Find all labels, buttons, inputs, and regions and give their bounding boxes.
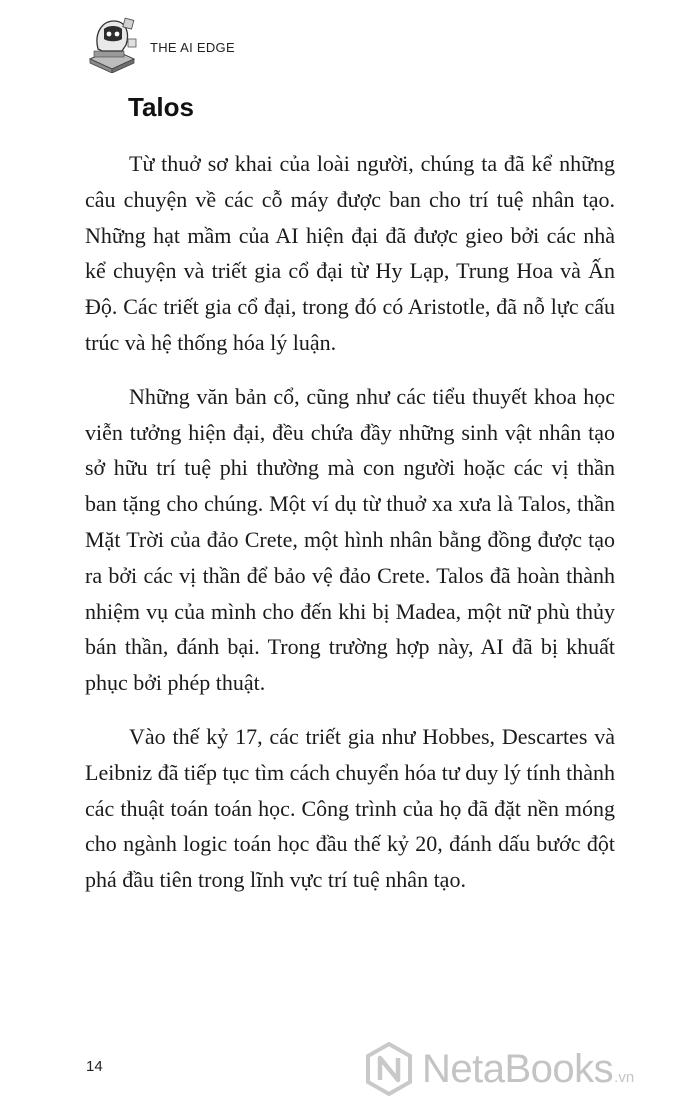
watermark — [366, 1042, 634, 1096]
section-title: Talos — [128, 92, 194, 122]
watermark-brand — [422, 1047, 634, 1092]
body-text — [85, 146, 615, 916]
book-title: THE AI EDGE — [150, 39, 235, 55]
watermark-suffix: .vn — [614, 1068, 635, 1086]
robot-head-icon — [84, 15, 140, 73]
netabooks-logo-icon — [366, 1042, 412, 1096]
paragraph-1: Từ thuở sơ khai của loài người, chúng ta đã kể những câu chuyện về các cỗ máy được ban cho trí tuệ nhân tạo. Những hạt mầm của AI hiện đại đã được gieo bởi các nhà kể chuyện và triết gia cổ đại từ Hy Lạp, Trung Hoa và Ấn Độ. Các triết gia cổ đại, trong đó có Aristotle, đã nỗ lực cấu trúc và hệ thống hóa lý luận. — [85, 151, 615, 355]
page-header — [84, 14, 235, 74]
page-number: 14 — [86, 1058, 103, 1075]
paragraph-2: Những văn bản cổ, cũng như các tiểu thuyết khoa học viễn tưởng hiện đại, đều chứa đầy những sinh vật nhân tạo sở hữu trí tuệ phi thường mà con người hoặc các vị thần ban tặng cho chúng. Một ví dụ từ thuở xa xưa là Talos, thần Mặt Trời của đảo Crete, một hình nhân bằng đồng được tạo ra bởi các vị thần để bảo vệ đảo Crete. Talos đã hoàn thành nhiệm vụ của mình cho đến khi bị Madea, một nữ phù thủy bán thần, đánh bại. Trong trường hợp này, AI đã bị khuất phục bởi phép thuật. — [85, 383, 615, 696]
watermark-brand-name: NetaBooks — [422, 1046, 614, 1091]
paragraph-3: Vào thế kỷ 17, các triết gia như Hobbes, Descartes và Leibniz đã tiếp tục tìm cách chuyển hóa tư duy lý tính thành các thuật toán toán học. Công trình của họ đã đặt nền móng cho ngành logic toán học đầu thế kỷ 20, đánh dấu bước đột phá đầu tiên trong lĩnh vực trí tuệ nhân tạo. — [85, 723, 615, 893]
